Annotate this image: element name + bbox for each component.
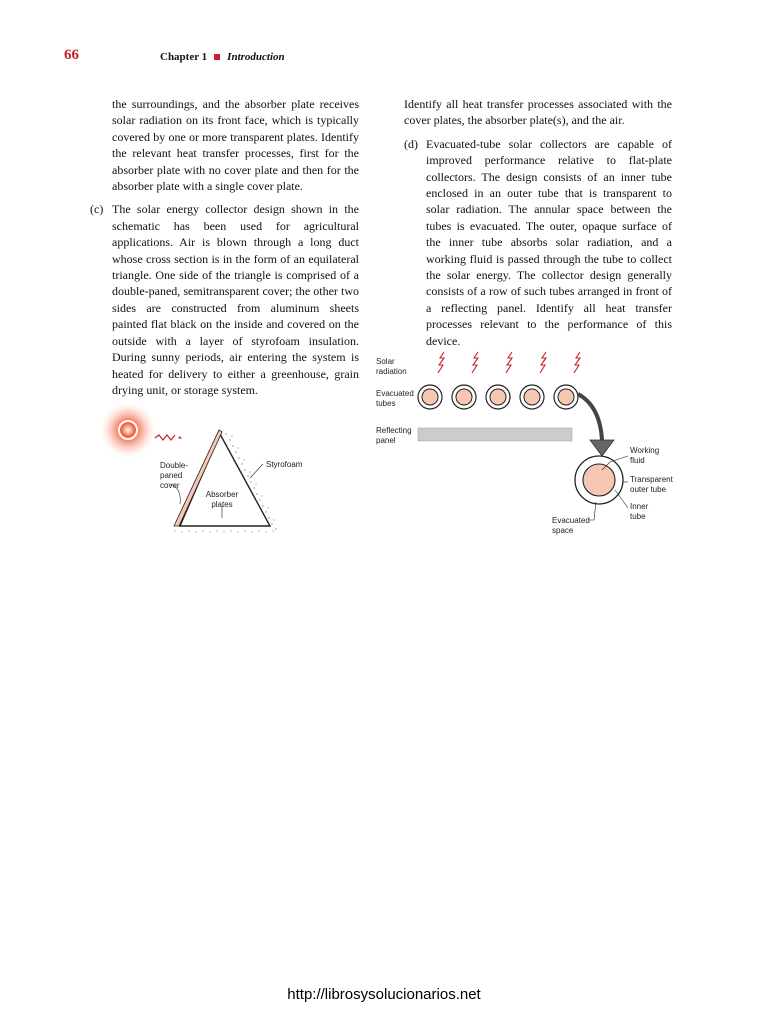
tube-row [418,385,578,409]
zoom-arrow-icon [578,394,602,440]
left-column [90,96,359,398]
label-evacuated-tubes: Evacuated tubes [376,389,414,408]
footer-url-link[interactable]: http://librosysolucionarios.net [287,986,481,1003]
page-number: 66 [64,47,79,63]
section-title: Introduction [227,51,285,63]
chapter-label: Chapter 1 [160,51,208,63]
figure-triangle-collector [100,400,303,540]
item-text: The solar energy collector design shown in the schematic has been used for agricultural applications. Air is blown through a long duct whose cross section is in the form of an equilateral triangle. One side of the triangle is comprised of a double-paned, semitransparent cover; the other two sides are constructed from aluminum sheets painted flat black on the inside and covered on the outside with a layer of styrofoam insulation. During sunny periods, air entering the system is heated for delivery to either a greenhouse, grain drying unit, or storage system. [112,202,359,397]
item-text: Evacuated-tube solar collectors are capable of improved performance relative to flat-plate collectors. The design consists of an inner tube enclosed in an outer tube that is transparent to solar radiation. The annular space between the tubes is evacuated. The outer, opaque surface of the inner tube absorbs solar radiation, and a working fluid is passed through the tube to collect the solar energy. The collector design generally consists of a row of such tubes arranged in front of a reflecting panel. Identify all heat transfer processes relevant to the performance of this device. [426,136,672,348]
paragraph-continuation: Identify all heat transfer processes associated with the cover plates, the absorber plate(s), and the air. [404,97,672,128]
item-label: (d) [404,136,418,151]
evacuated-tube-schematic [374,340,674,540]
label-inner-tube: Inner tube [630,502,649,521]
running-header [160,51,285,63]
problem-item-c [90,201,359,398]
paragraph-continuation: the surroundings, and the absorber plate receives solar radiation on its front face, which is typically covered by one or more transparent plates. Identify the relevant heat transfer processes, first for the absorber plate with no cover plate and then for the absorber plate with a single cover plate. [112,97,359,194]
label-evacuated-space: Evacuated space [552,516,590,535]
styrofoam-insulation [174,433,276,532]
figure-evacuated-tubes [374,340,674,540]
label-styrofoam: Styrofoam [266,460,303,469]
header-square-icon [214,54,220,60]
sun-icon [100,402,156,458]
label-reflecting-panel: Reflecting panel [376,426,412,445]
label-solar-radiation: Solar radiation [376,357,407,376]
label-transparent-outer-tube: Transparent outer tube [630,475,673,494]
absorber-plates [180,434,270,526]
label-absorber-plates: Absorber plates [205,490,239,509]
collector-schematic [100,400,303,540]
label-working-fluid: Working fluid [630,446,660,465]
radiation-wave-icon [155,435,175,440]
item-label: (c) [90,202,104,217]
solar-radiation-icons [438,352,580,373]
reflecting-panel [418,428,572,441]
problem-item-d [404,136,672,349]
label-double-paned-cover: Double- paned cover [160,461,189,490]
enlarged-inner-tube [583,464,615,496]
right-column [404,96,672,349]
